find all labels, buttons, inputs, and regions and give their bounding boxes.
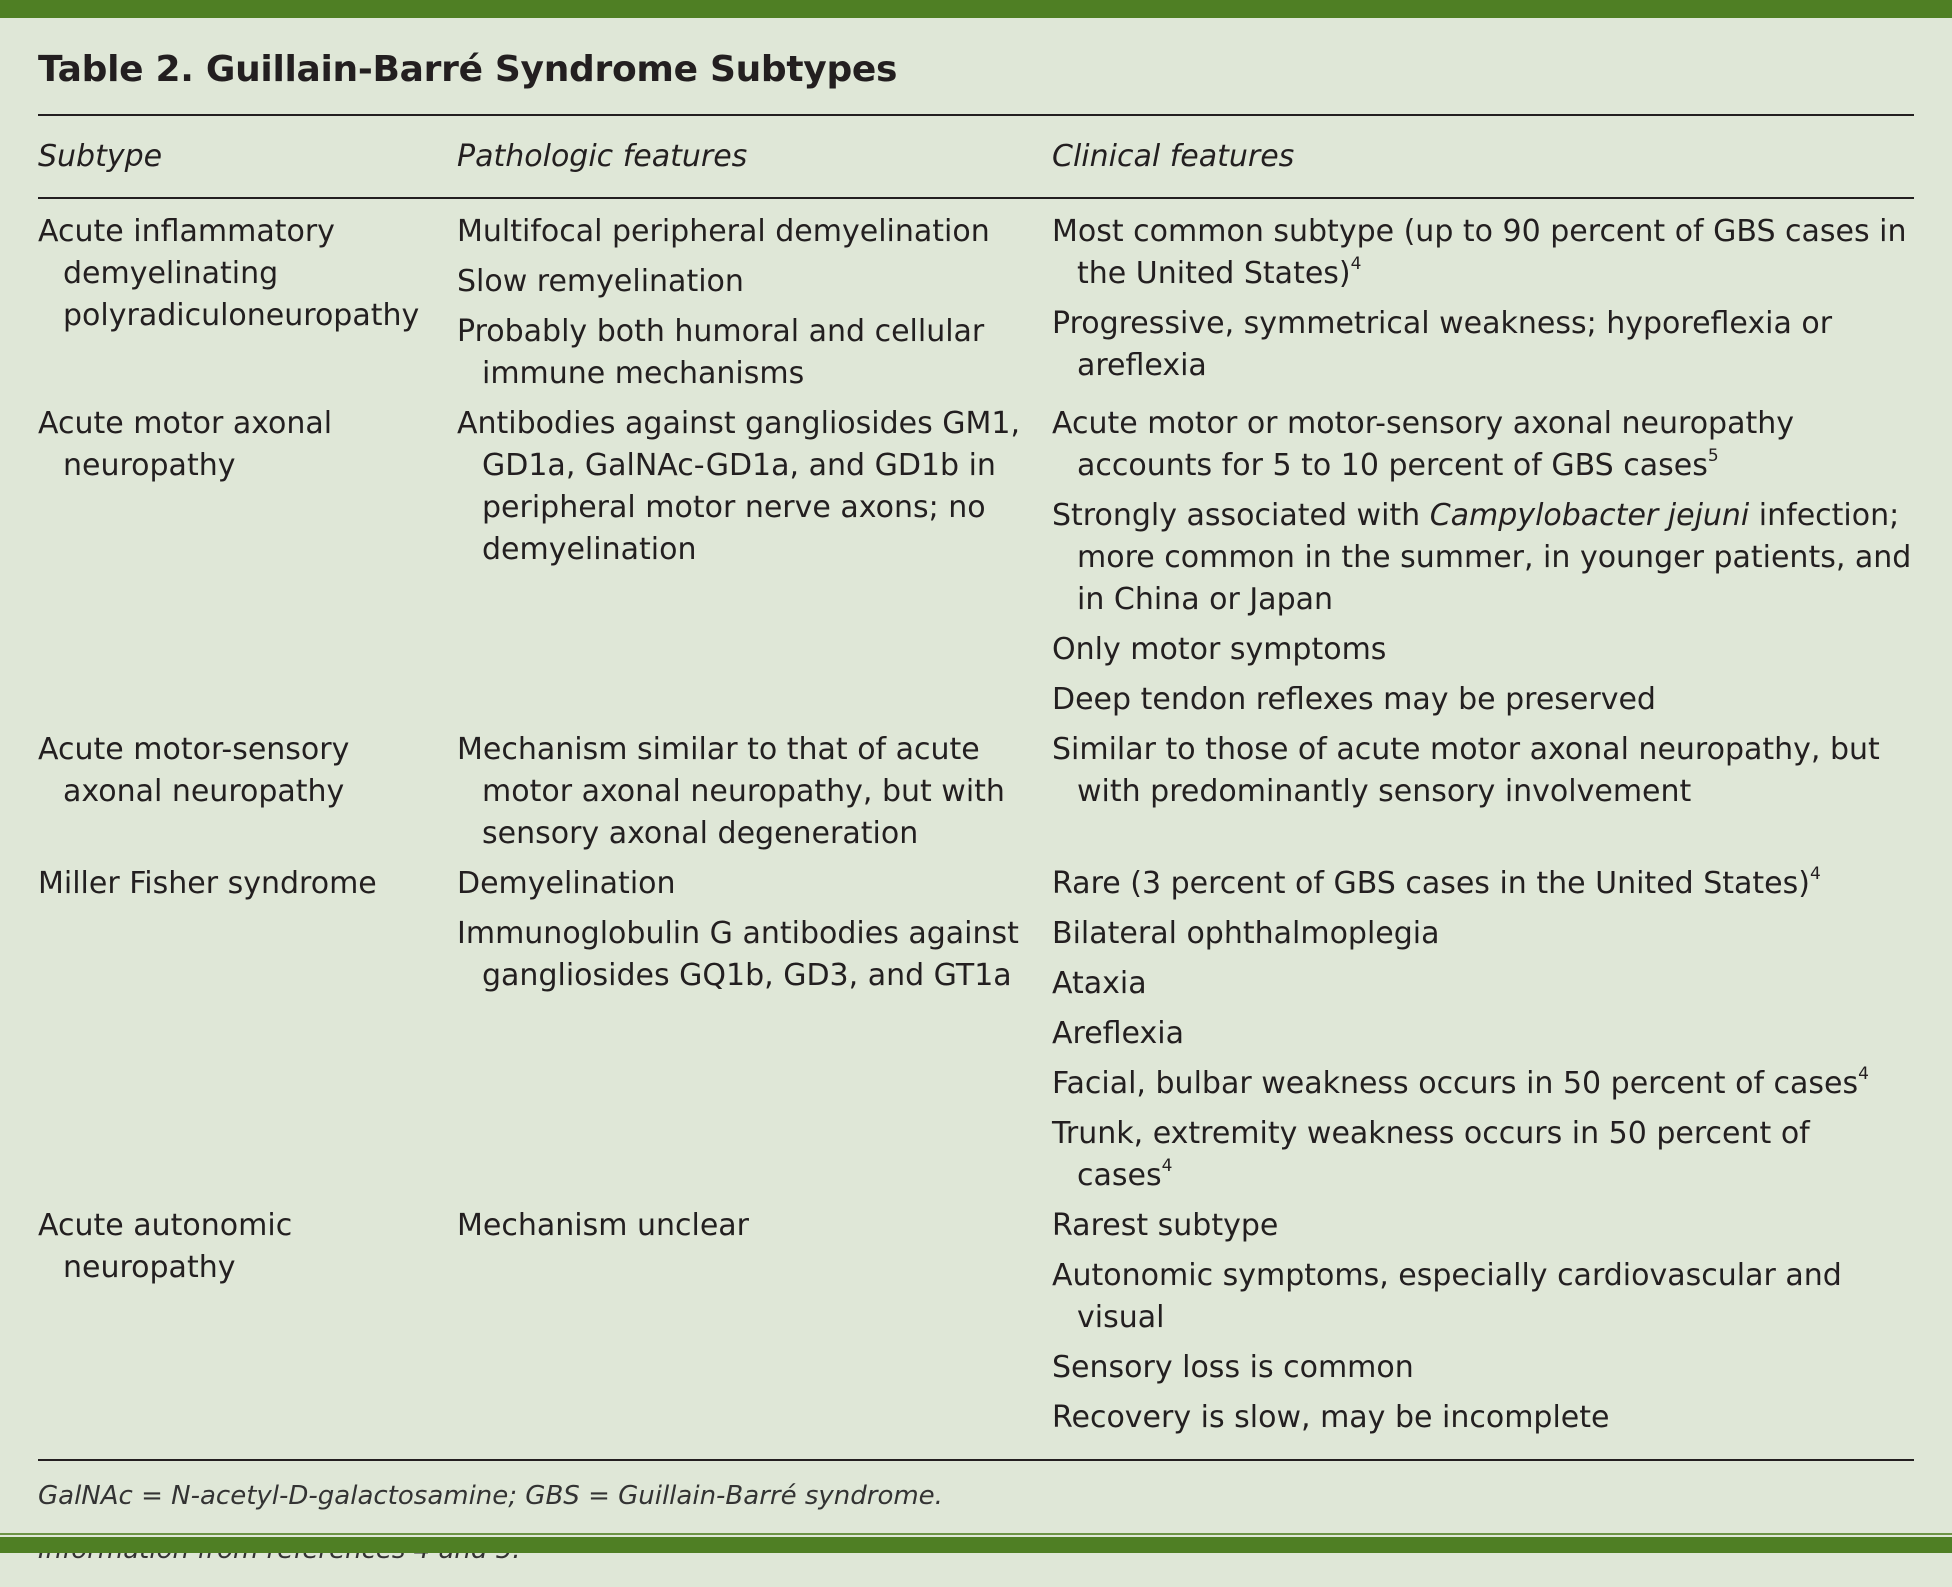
cell-pathologic bbox=[457, 863, 1052, 1205]
subtype-name: Acute autonomic neuropathy bbox=[38, 1208, 293, 1285]
clinical-feature bbox=[1052, 1205, 1914, 1247]
table-title: Table 2. Guillain-Barré Syndrome Subtypes bbox=[38, 49, 898, 90]
table-row bbox=[38, 211, 1914, 403]
header-pathologic: Pathologic features bbox=[457, 139, 748, 174]
cell-clinical bbox=[1052, 863, 1914, 1205]
clinical-feature bbox=[1052, 1397, 1914, 1439]
pathologic-feature: Demyelination bbox=[457, 866, 676, 901]
cell-pathologic bbox=[457, 403, 1052, 729]
subtype-name: Acute motor-sensory axonal neuropathy bbox=[38, 732, 350, 809]
clinical-feature bbox=[1052, 863, 1914, 905]
cell-subtype bbox=[38, 729, 457, 863]
pathologic-feature: Mechanism unclear bbox=[457, 1208, 750, 1243]
cell-subtype bbox=[38, 1205, 457, 1447]
cell-pathologic bbox=[457, 1205, 1052, 1447]
clinical-feature bbox=[1052, 211, 1914, 295]
cell-clinical bbox=[1052, 1205, 1914, 1447]
cell-clinical bbox=[1052, 729, 1914, 863]
organism-name: Campylobacter jejuni bbox=[1429, 498, 1750, 533]
clinical-text: Only motor symptoms bbox=[1052, 632, 1387, 667]
clinical-text: Rarest subtype bbox=[1052, 1208, 1279, 1243]
clinical-text: Progressive, symmetrical weakness; hyporeflexia or areflexia bbox=[1052, 306, 1833, 383]
clinical-feature bbox=[1052, 729, 1914, 813]
pathologic-feature: Probably both humoral and cellular immune mechanisms bbox=[457, 314, 985, 391]
subtype-name: Acute motor axonal neuropathy bbox=[38, 406, 333, 483]
clinical-text: Acute motor or motor-sensory axonal neuropathy accounts for 5 to 10 percent of GBS cases bbox=[1052, 406, 1795, 483]
cell-clinical bbox=[1052, 211, 1914, 403]
pathologic-feature: Immunoglobulin G antibodies against gangliosides GQ1b, GD3, and GT1a bbox=[457, 916, 1019, 993]
clinical-feature bbox=[1052, 303, 1914, 387]
cell-subtype bbox=[38, 863, 457, 1205]
header-clinical: Clinical features bbox=[1052, 139, 1295, 174]
cell-subtype bbox=[38, 403, 457, 729]
clinical-feature bbox=[1052, 403, 1914, 487]
reference-superscript: 4 bbox=[1809, 864, 1821, 884]
reference-superscript: 5 bbox=[1707, 446, 1719, 466]
clinical-feature bbox=[1052, 913, 1914, 955]
clinical-feature bbox=[1052, 1255, 1914, 1339]
clinical-feature bbox=[1052, 495, 1914, 621]
pathologic-feature: Multifocal peripheral demyelination bbox=[457, 214, 990, 249]
table-row bbox=[38, 1205, 1914, 1447]
clinical-text: Trunk, extremity weakness occurs in 50 percent of cases bbox=[1052, 1116, 1810, 1193]
clinical-feature bbox=[1052, 1347, 1914, 1389]
table-body bbox=[38, 199, 1914, 1459]
top-accent-bar bbox=[0, 0, 1952, 18]
clinical-text: Sensory loss is common bbox=[1052, 1350, 1414, 1385]
clinical-text: Bilateral ophthalmoplegia bbox=[1052, 916, 1440, 951]
cell-pathologic bbox=[457, 729, 1052, 863]
clinical-text: infection; more common in the summer, in younger patients, and in China or Japan bbox=[1077, 498, 1912, 617]
cell-subtype bbox=[38, 211, 457, 403]
clinical-text: Most common subtype (up to 90 percent of GBS cases in the United States) bbox=[1052, 214, 1907, 291]
clinical-feature bbox=[1052, 1113, 1914, 1197]
clinical-feature bbox=[1052, 1013, 1914, 1055]
table-row bbox=[38, 729, 1914, 863]
reference-superscript: 4 bbox=[1858, 1064, 1869, 1084]
table-row bbox=[38, 403, 1914, 729]
table-figure bbox=[38, 18, 1914, 1587]
pathologic-feature: Antibodies against gangliosides GM1, GD1a, GalNAc-GD1a, and GD1b in peripheral motor nerve axons; no demyelination bbox=[457, 406, 1021, 567]
header-subtype: Subtype bbox=[38, 139, 163, 174]
cell-pathologic bbox=[457, 211, 1052, 403]
clinical-text: Areflexia bbox=[1052, 1016, 1184, 1051]
table-header bbox=[38, 116, 1914, 197]
pathologic-feature: Slow remyelination bbox=[457, 264, 744, 299]
clinical-text: Autonomic symptoms, especially cardiovascular and visual bbox=[1052, 1258, 1842, 1335]
clinical-feature bbox=[1052, 629, 1914, 671]
clinical-text: Recovery is slow, may be incomplete bbox=[1052, 1400, 1610, 1435]
clinical-feature bbox=[1052, 963, 1914, 1005]
clinical-feature bbox=[1052, 679, 1914, 721]
table-row bbox=[38, 863, 1914, 1205]
clinical-text: Rare (3 percent of GBS cases in the United States) bbox=[1052, 866, 1810, 901]
reference-superscript: 4 bbox=[1161, 1156, 1173, 1176]
footnote-abbreviations: GalNAc = N-acetyl-D-galactosamine; GBS = Guillain-Barré syndrome. bbox=[38, 1481, 943, 1511]
clinical-text: Deep tendon reflexes may be preserved bbox=[1052, 682, 1656, 717]
subtype-name: Acute inflammatory demyelinating polyradiculoneuropathy bbox=[38, 214, 420, 333]
subtype-name: Miller Fisher syndrome bbox=[38, 866, 377, 901]
clinical-text: Ataxia bbox=[1052, 966, 1147, 1001]
clinical-text: Similar to those of acute motor axonal neuropathy, but with predominantly sensory involvement bbox=[1052, 732, 1880, 809]
pathologic-feature: Mechanism similar to that of acute motor axonal neuropathy, but with sensory axonal degeneration bbox=[457, 732, 1005, 851]
clinical-feature bbox=[1052, 1063, 1914, 1105]
cell-clinical bbox=[1052, 403, 1914, 729]
reference-superscript: 4 bbox=[1350, 254, 1362, 274]
clinical-text: Facial, bulbar weakness occurs in 50 percent of cases bbox=[1052, 1066, 1859, 1101]
bottom-accent-bar bbox=[0, 1537, 1952, 1553]
bottom-accent-line bbox=[0, 1533, 1952, 1535]
clinical-text: Strongly associated with bbox=[1052, 498, 1430, 533]
